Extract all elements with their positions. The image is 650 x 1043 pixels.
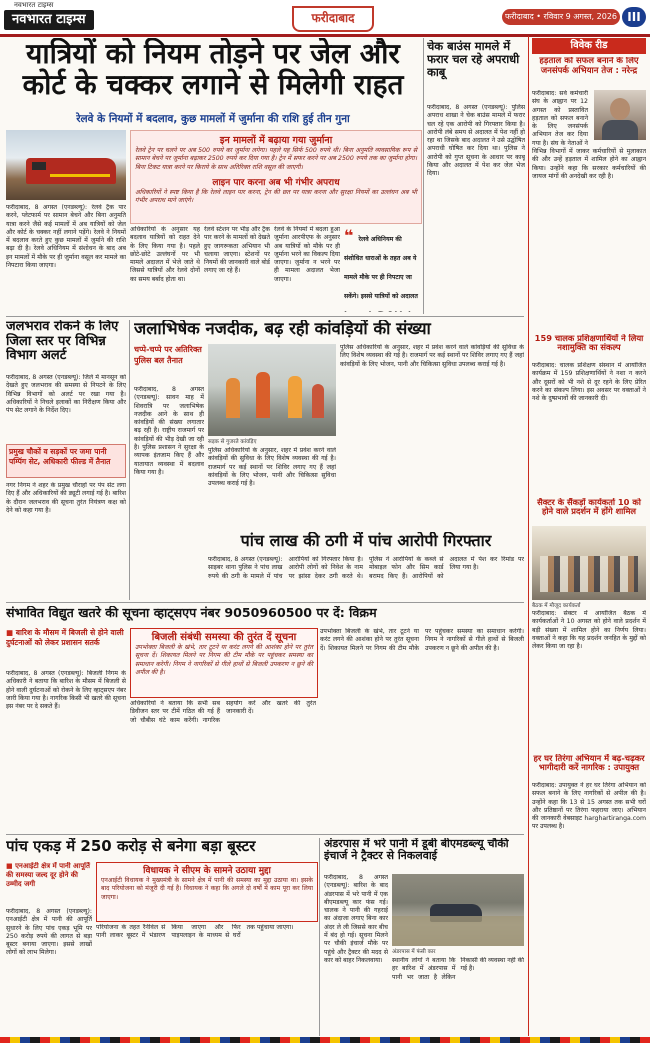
jalbharav-sub: प्रमुख चौकों व सड़कों पर जमा पानी पम्पिंग सेट, अधिकारी फील्ड में तैनात	[6, 444, 126, 478]
masthead	[0, 0, 650, 37]
underpass-headline: अंडरपास में भरे पानी में डूबी बीएमडब्ल्यू चौकी इंचार्ज ने ट्रैक्टर से निकलवाई	[324, 838, 509, 863]
kanwar-sub	[134, 344, 204, 384]
lead-headline-line-1: यात्रियों को नियम तोड़ने पर जेल और	[26, 38, 400, 70]
kanwar-text-3	[340, 344, 524, 530]
sidebar-photo-caption: बैठक में मौजूद कार्यकर्ता	[532, 603, 581, 609]
booster-left-sub	[6, 862, 92, 906]
kanwar-headline: जलाभिषेक नजदीक, बढ़ रही कांवड़ियों की संख्या	[134, 320, 431, 338]
vikram-headline: संभावित विद्युत खतरे की सूचना व्हाट्सएप नंबर 9050960500 पर दें: विक्रम	[6, 606, 377, 620]
city-tab: फरीदाबाद	[292, 6, 374, 32]
kanwar-text-2: पुलिस अधिकारियों के अनुसार, शहर में प्रवेश करने वाले कांवड़ियों की सुविधा के लिए विशेष व्यवस्था की गई है। राजमार्ग पर कई स्थानों पर शिविर लगाए गए हैं जहां कांवड़ियों के लिए भोजन, पानी और चिकित्सा सुविधा उपलब्ध कराई गई है।	[208, 447, 336, 488]
booster-box-text: एनआईटी विधायक ने मुख्यमंत्री के सामने क्षेत्र में पानी की समस्या का मुद्दा उठाया था। इसके बाद परियोजना को मंजूरी दी गई है। विधायक ने कहा कि अगले दो वर्षों में काम पूरा कर लिया जाएगा।	[101, 877, 313, 901]
vikram-box	[130, 628, 318, 698]
sidebar-photo-headline: सैक्टर के सैंकड़ों कार्यकर्ता 10 को होने वाले प्रदर्शन में होंगे शामिल	[537, 498, 641, 517]
vikram-left-text: फरीदाबाद, 8 अगस्त (एनडब्ल्यू): बिजली निगम के अधिकारी ने बताया कि बारिश के मौसम में बिजली से होने वाली दुर्घटनाओं को रोकने के लिए व्हाट्सएप नंबर जारी किया गया है। नागरिक किसी भी खतरे की सूचना इस नंबर पर दे सकते हैं।	[6, 670, 126, 711]
vikram-box-headline: बिजली संबंधी समस्या की तुरंत दें सूचना	[151, 632, 297, 643]
right-top-headline: चेक बाउंस मामले में फरार चल रहे अपराधी काबू	[427, 40, 520, 79]
inset-license-text: अधिकारियों ने स्पष्ट किया है कि रेलवे लाइन पार करना, ट्रेन की छत पर यात्रा करना और सुरक्षा नियमों का उल्लंघन अब भी गंभीर अपराध माने जाएंगे।	[135, 188, 417, 205]
lead-col-3: रेलवे स्टेशन पर भीड़ और ट्रैक पार करने के मामलों को देखते हुए जागरूकता अभियान भी चलाया जाएगा। स्टेशनों पर नियमों की जानकारी वाले बोर्ड लगाए जा रहे हैं।	[204, 226, 270, 275]
vikram-text-2: अधिकारियों ने बताया कि सभी सब डिवीजन स्तर पर टीमें गठित की गई हैं जो चौबीस घंटे काम करेंगी। नागरिक सहयोग करें और खतरे की तुरंत जानकारी दें।	[130, 700, 316, 724]
jalbharav-text: फरीदाबाद, 8 अगस्त (एनडब्ल्यू): जिले में मानसून को देखते हुए जलभराव की समस्या से निपटने के लिए विभिन्न विभागों को अलर्ट पर रखा गया है। अधिकारियों ने निचले इलाकों का निरीक्षण किया और पंप सेट लगाने के निर्देश दिए।	[6, 374, 126, 415]
underpass-text: फरीदाबाद, 8 अगस्त (एनडब्ल्यू): बारिश के बाद अंडरपास में भरे पानी में एक बीएमडब्ल्यू कार फंस गई। चालक ने पानी की गहराई का अंदाजा लगाए बिना कार अंदर ले ली जिससे कार बीच में बंद हो गई। सूचना मिलने पर चौकी इंचार्ज मौके पर पहुंचे और ट्रैक्टर की मदद से कार को बाहर निकलवाया।	[324, 874, 388, 964]
paper-logo: नवभारत टाइम्स	[4, 10, 94, 30]
booster-box	[96, 862, 318, 922]
right-top-text: फरीदाबाद, 8 अगस्त (एनडब्ल्यू): पुलिस अपराध शाखा ने चेक बाउंस मामले में फरार चल रहे एक आरोपी को गिरफ्तार किया है। आरोपी लंबे समय से अदालत में पेश नहीं हो रहा था जिसके बाद अदालत ने उसे उद्घोषित अपराधी घोषित कर दिया था। पुलिस ने आरोपी को गुप्त सूचना के आधार पर काबू किया और अदालत में पेश कर जेल भेज दिया।	[427, 104, 525, 178]
sidebar-sub-text: फरीदाबाद: चालक प्रशिक्षण संस्थान में आयोजित कार्यक्रम में 159 प्रशिक्षणार्थियों ने नशा न करने और दूसरों को भी नशे से दूर रहने के लिए प्रेरित करने का संकल्प लिया। इस अवसर पर वक्ताओं ने नशे के दुष्प्रभावों की जानकारी दी।	[532, 362, 646, 403]
sidebar-bottom-headline: हर घर तिरंगा अभियान में बढ़-चढ़कर भागीदारी करें नागरिक : उपायुक्त	[533, 754, 645, 773]
date-tab: फरीदाबाद • रविवार 9 अगस्त, 2026	[502, 9, 620, 25]
vikram-text-3	[320, 628, 524, 830]
registration-strip	[0, 1037, 650, 1043]
jalbharav-headline: जलभराव रोकने के लिए जिला स्तर पर विभिन्न विभाग अलर्ट	[6, 320, 119, 364]
lead-quote-text: रेलवे अधिनियम की संशोधित धाराओं के तहत अब ये मामले मौके पर ही निपटाए जा सकेंगे। इससे यात्रियों को अदालत	[344, 236, 418, 300]
train-photo	[6, 130, 126, 200]
thagi-text: फरीदाबाद, 8 अगस्त (एनडब्ल्यू): साइबर थाना पुलिस ने पांच लाख रुपये की ठगी के मामले में पांच आरोपियों को गिरफ्तार किया है। आरोपी लोगों को निवेश के नाम पर झांसा देकर ठगी करते थे। पुलिस ने आरोपियों के कब्जे से मोबाइल फोन और सिम कार्ड बरामद किए हैं। आरोपियों को अदालत में पेश कर रिमांड पर लिया गया है।	[208, 556, 524, 580]
sidebar-headline: हड़ताल को सफल बनाने के लिए जनसंपर्क अभियान तेज : नरेन्द्र	[539, 57, 639, 76]
lead-col-1: फरीदाबाद, 8 अगस्त (एनडब्ल्यू): रेलवे ट्रैक पार करने, प्लेटफार्म पर सामान बेचने और बिना अनुमति यात्रा करने जैसे कई मामलों में अब यात्रियों को जेल और कोर्ट के चक्कर नहीं लगाने पड़ेंगे। रेलवे ने नियमों में बदलाव करते हुए कुछ मामलों में जुर्माने की राशि बढ़ा दी है। रेलवे अधिनियम में संशोधन के बाद अब इन मामलों में मौके पर ही जुर्माना वसूल कर मामले का निपटारा किया जाएगा।	[6, 204, 126, 270]
kanwar-photo	[208, 344, 336, 436]
jalbharav-text-2: नगर निगम ने शहर के प्रमुख चौराहों पर पंप सेट लगा दिए हैं और अधिकारियों की ड्यूटी लगाई गई है। बारिश के दौरान जलभराव की सूचना तुरंत नियंत्रण कक्ष को देने को कहा गया है।	[6, 482, 126, 514]
lead-headline	[6, 38, 420, 110]
booster-text-2: परियोजना के तहत रैनीवेल से पानी लाकर बूस्टर में भंडारण किया जाएगा और फिर पाइपलाइन के माध्यम से घरों तक पहुंचाया जाएगा।	[96, 924, 294, 940]
vikram-left-sub	[6, 628, 126, 668]
booster-left-text: फरीदाबाद, 8 अगस्त (एनडब्ल्यू): एनआईटी क्षेत्र में पानी की आपूर्ति सुधारने के लिए पांच एकड़ भूमि पर 250 करोड़ रुपये की लागत से बड़ा बूस्टर बनाया जाएगा। इससे लाखों लोगों को लाभ मिलेगा।	[6, 908, 92, 957]
quote-mark-icon: ❝	[344, 226, 354, 245]
sidebar-group-photo	[532, 526, 646, 600]
vikram-left-sub-text: ■ बारिश के मौसम में बिजली से होने वाली दुर्घटनाओं को लेकर प्रशासन सतर्क	[6, 628, 124, 647]
lead-col-4: रेलवे के नियमों में बदला हुआ जुर्माना आरपीएफ के अनुसार अब यात्रियों को मौके पर ही जुर्माना भरने का विकल्प दिया जाएगा। जुर्माना न भरने पर ही मामला अदालत भेजा जाएगा।	[274, 226, 340, 283]
sidebar-photo-text: फरीदाबाद: सेक्टर में आयोजित बैठक में कार्यकर्ताओं ने 10 अगस्त को होने वाले प्रदर्शन में बड़ी संख्या में शामिल होने का निर्णय लिया। वक्ताओं ने कहा कि यह प्रदर्शन जनहित के मुद्दों को लेकर किया जा रहा है।	[532, 610, 646, 651]
booster-headline: पांच एकड़ में 250 करोड़ से बनेगा बड़ा बूस्टर	[6, 838, 256, 855]
vikram-box-text: उपभोक्ता बिजली के खंभे, तार टूटने या करंट लगने की आशंका होने पर तुरंत सूचना दें। शिकायत मिलने पर निगम की टीम मौके पर पहुंचकर समस्या का समाधान करेगी। निगम ने नागरिकों से गीले हाथों से बिजली उपकरण न छूने की अपील की है।	[135, 644, 313, 676]
underpass-photo	[392, 874, 524, 946]
lead-col-2: अधिकारियों के अनुसार यह बदलाव यात्रियों को राहत देने के लिए किया गया है। पहले छोटे-छोटे उल्लंघनों पर भी मामले अदालत में भेजे जाते थे जिससे यात्रियों और रेलवे दोनों का समय बर्बाद होता था।	[130, 226, 200, 283]
kanwar-text-3-body: पुलिस अधिकारियों के अनुसार, शहर में प्रवेश करने वाले कांवड़ियों की सुविधा के लिए विशेष व्यवस्था की गई है। राजमार्ग पर कई स्थानों पर शिविर लगाए गए हैं जहां कांवड़ियों के लिए भोजन, पानी और चिकित्सा सुविधा उपलब्ध कराई गई है।	[340, 344, 524, 368]
kanwar-text: फरीदाबाद, 8 अगस्त (एनडब्ल्यू): सावन माह में शिवरात्रि पर जलाभिषेक नजदीक आने के साथ ही कांवड़ियों की संख्या लगातार बढ़ रही है। राष्ट्रीय राजमार्ग पर कांवड़ियों की भीड़ देखी जा रही है। पुलिस प्रशासन ने सुरक्षा के व्यापक इंतजाम किए हैं और यातायात व्यवस्था में बदलाव किया गया है।	[134, 386, 204, 476]
underpass-photo-caption: अंडरपास में फंसी कार	[392, 949, 436, 955]
inset-text: रेलवे ट्रेन पर चलने पर अब 500 रुपये का जुर्माना लगेगा। पहले यह सिर्फ 500 रुपये थी। बिना अनुमति व्यवसायिक रूप से सामान बेचने पर जुर्माना बढ़ाकर 2500 रुपये कर दिया गया है। ट्रेन में सफर करने पर अब 2500 रुपये तक का जुर्माना होगा। बिना टिकट यात्रा करने पर किराये के साथ अतिरिक्त राशि वसूल की जाएगी।	[135, 147, 417, 171]
lead-subhead: रेलवे के नियमों में बदलाव, कुछ मामलों में जुर्माना की राशि हुई तीन गुना	[76, 113, 350, 125]
sidebar-sub-headline: 159 चालक प्रशिक्षणार्थियों ने लिया नशामुक्ति का संकल्प	[534, 334, 644, 353]
inset-license-title: लाइन पार करना अब भी गंभीर अपराध	[212, 177, 340, 188]
paper-small-title: नवभारत टाइम्स	[14, 1, 54, 9]
sidebar-text	[532, 90, 646, 330]
booster-left-sub-text: ■ एनआईटी क्षेत्र में पानी आपूर्ति की समस्या जल्द दूर होने की उम्मीद जगी	[6, 862, 90, 888]
booster-box-headline: विधायक ने सीएम के सामने उठाया मुद्दा	[143, 866, 271, 876]
sidebar-text-body: फरीदाबाद: सर्व कर्मचारी संघ के आह्वान पर 12 अगस्त को प्रस्तावित हड़ताल को सफल बनाने के लिए जनसंपर्क अभियान तेज कर दिया गया है। संघ के नेताओं ने विभिन्न विभागों में जाकर कर्मचारियों से मुलाकात की और उन्हें हड़ताल में शामिल होने का आह्वान किया। उन्होंने कहा कि सरकार कर्मचारियों की जायज मांगों की अनदेखी कर रही है।	[532, 90, 646, 180]
kanwar-photo-caption: सड़क से गुजरते कांवड़िए	[208, 439, 257, 445]
sidebar-label: विवेक रीड	[532, 38, 646, 54]
lead-headline-line-2: कोर्ट के चक्कर लगाने से मिलेगी राहत	[22, 68, 404, 102]
kanwar-sub-text: चप्पे-चप्पे पर अतिरिक्त पुलिस बल तैनात	[134, 345, 202, 365]
lead-inset-box	[130, 130, 422, 224]
lead-quote	[344, 226, 420, 312]
inset-title: इन मामलों में बढ़ाया गया जुर्माना	[219, 135, 333, 146]
page-number: III	[622, 7, 646, 27]
thagi-headline: पांच लाख की ठगी में पांच आरोपी गिरफ्तार	[240, 532, 492, 550]
vikram-text-3-body: उपभोक्ता बिजली के खंभे, तार टूटने या करंट लगने की आशंका होने पर तुरंत सूचना दें। शिकायत मिलने पर निगम की टीम मौके पर पहुंचकर समस्या का समाधान करेगी। निगम ने नागरिकों से गीले हाथों से बिजली उपकरण न छूने की अपील की है।	[320, 628, 524, 652]
sidebar-bottom-text: फरीदाबाद: उपायुक्त ने हर घर तिरंगा अभियान को सफल बनाने के लिए नागरिकों से अपील की है। उन्होंने कहा कि 13 से 15 अगस्त तक सभी घरों और प्रतिष्ठानों पर तिरंगा फहराया जाए। अभियान की जानकारी वेबसाइट harghartiranga.com पर उपलब्ध है।	[532, 782, 646, 831]
underpass-text-2: स्थानीय लोगों ने बताया कि हर बारिश में अंडरपास में पानी भर जाता है लेकिन निकासी की व्यवस्था नहीं की गई है।	[392, 957, 524, 981]
